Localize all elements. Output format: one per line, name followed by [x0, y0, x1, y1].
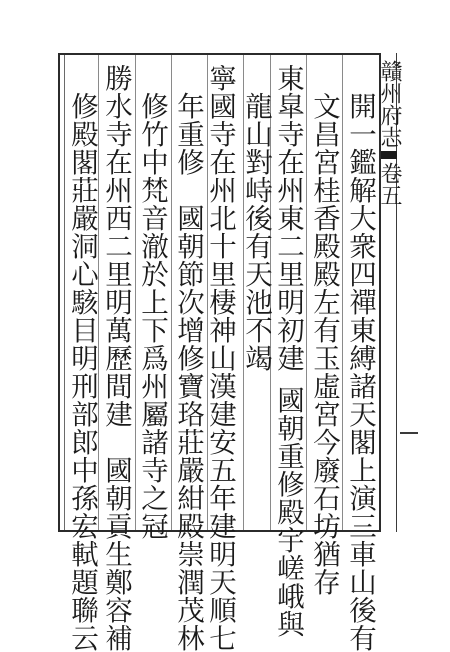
column-text: 國朝重修殿宇嵯峨與 [272, 386, 304, 638]
frame-left-inner-border [64, 55, 65, 530]
column-text: 寧國寺在州北十里棲神山漢建安五年建明天順七 [204, 64, 236, 652]
column-text: 龍山對峙後有天池不竭 [240, 92, 272, 372]
text-column-4 [240, 92, 272, 372]
gutter-volume: 卷五 [377, 162, 402, 206]
column-text: 修竹中梵音澈於上下爲州屬諸寺之冠 [136, 92, 168, 540]
column-text: 文昌宮桂香殿殿左有玉虛宮今廢石坊猶存 [308, 92, 340, 596]
frame-top-border [58, 53, 380, 55]
column-rule [98, 55, 99, 530]
text-column-7 [136, 92, 168, 540]
gutter-book-title: 贛州府志 [377, 60, 402, 148]
gutter-title [377, 60, 402, 206]
column-text: 勝水寺在州西二里明萬歷間建 [100, 64, 132, 428]
text-column-9 [66, 92, 98, 652]
gutter-tick-mark [400, 432, 418, 434]
column-rule [306, 55, 307, 530]
frame-left-border [58, 53, 60, 532]
column-text: 年重修 [172, 92, 204, 176]
text-column-2 [308, 92, 340, 596]
text-column-5 [204, 64, 236, 652]
column-rule [342, 55, 343, 530]
column-text: 修殿閣莊嚴洞心駭目明刑部郎中孫宏軾題聯云 [66, 92, 98, 652]
text-column-8 [100, 64, 132, 652]
column-text: 國朝節次增修寶珞莊嚴紺殿崇潤茂林 [172, 204, 204, 652]
column-text: 開一鑑解大衆四禪東縛諸天閣上演三車山後有 [344, 92, 376, 652]
text-column-1 [344, 92, 376, 652]
text-column-6 [172, 92, 204, 652]
column-text: 國朝貢生鄭容補 [100, 456, 132, 652]
column-text: 東皐寺在州東二里明初建 [272, 64, 304, 372]
fish-tail-mark [381, 151, 397, 159]
text-column-3 [272, 64, 304, 638]
